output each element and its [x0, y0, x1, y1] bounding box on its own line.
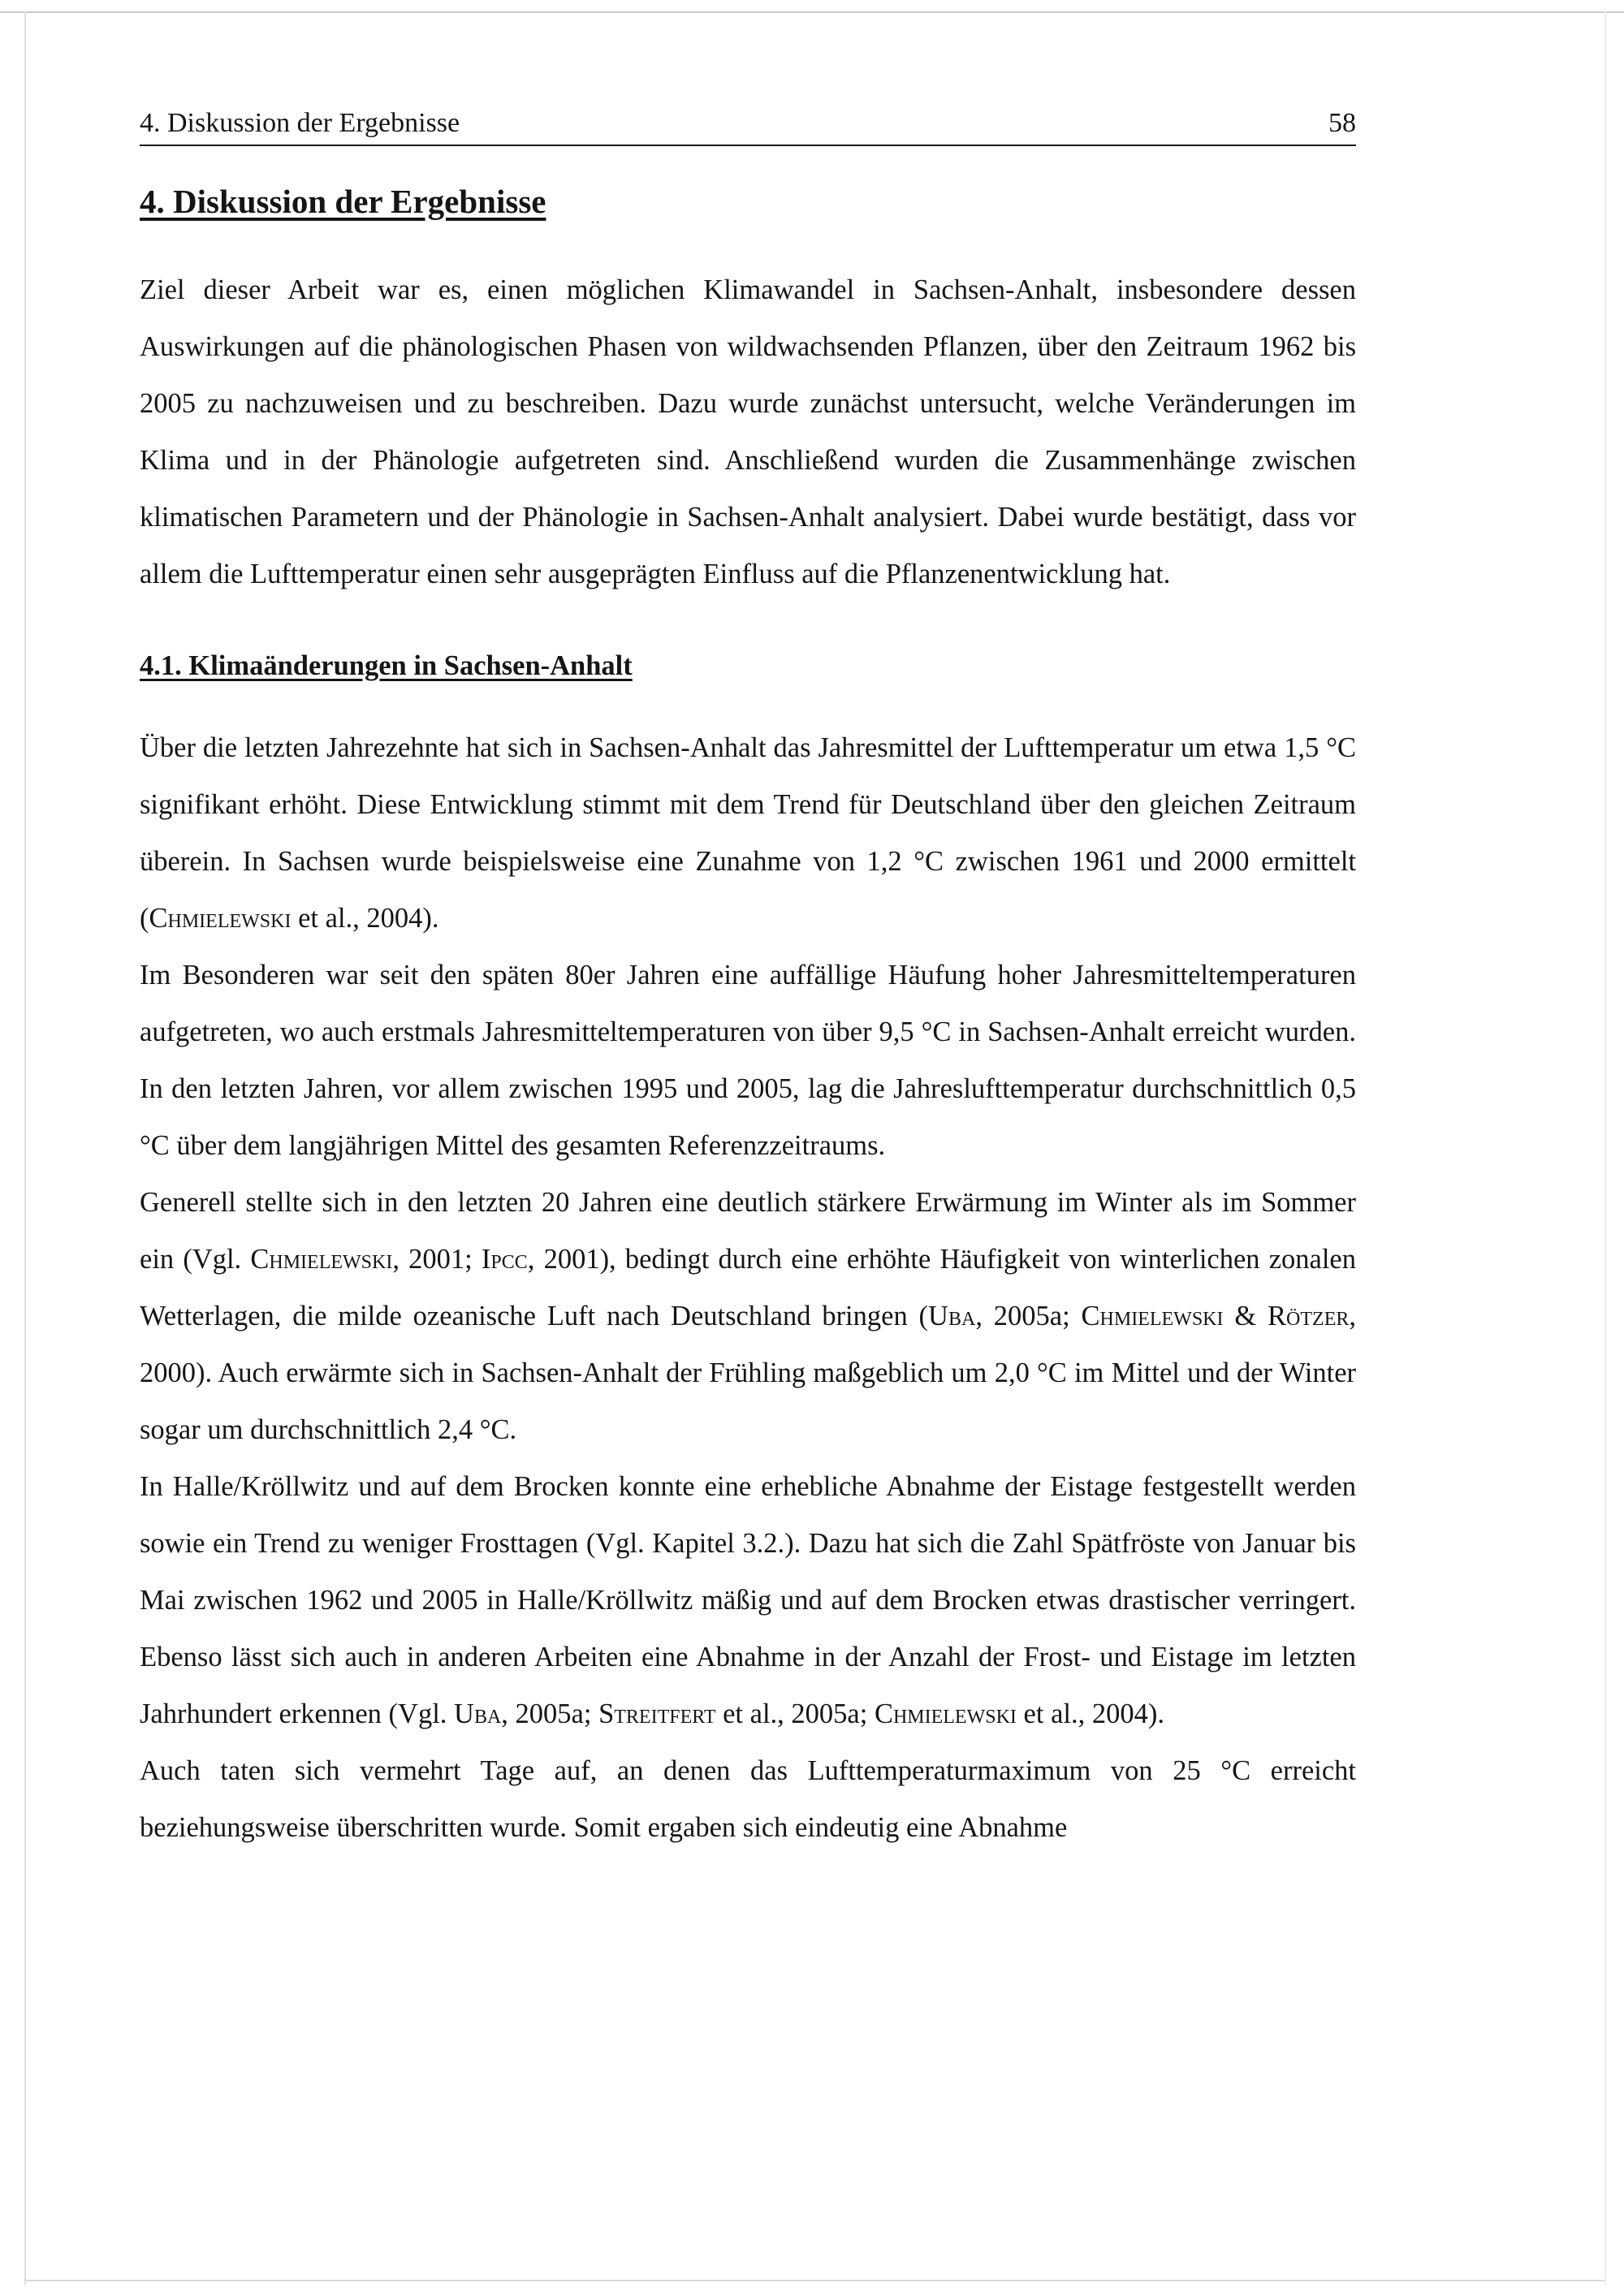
section-title: 4.1. Klimaänderungen in Sachsen-Anhalt: [140, 650, 633, 681]
scan-edge-top: [0, 11, 1624, 13]
paragraph-1: [140, 719, 1356, 947]
running-title: 4. Diskussion der Ergebnisse: [140, 108, 460, 138]
paragraph-1-text: Über die letzten Jahrezehnte hat sich in Sachsen-Anhalt das Jahresmittel der Lufttemperatur um etwa 1,5 °C signifikant erhöht. Diese Entwicklung stimmt mit dem Trend für Deutschland über den gleichen Zeitraum überein. In Sachsen wurde beispielsweise eine Zunahme von 1,2 °C zwischen 1961 und 2000 ermittelt (: [140, 732, 1356, 934]
page-number: 58: [1328, 108, 1356, 138]
text-run: , 2001), bedingt durch eine erhöhte Häufigkeit von winterlichen zonalen Wetterlagen, die milde ozeanische Luft nach Deutschland bringen (: [140, 1244, 1356, 1331]
paragraph-5: Auch taten sich vermehrt Tage auf, an denen das Lufttemperaturmaximum von 25 °C erreicht beziehungsweise überschritten wurde. Somit ergaben sich eindeutig eine Abnahme: [140, 1755, 1356, 1843]
text-run: In Halle/Kröllwitz und auf dem Brocken konnte eine erhebliche Abnahme der Eistage festgestellt werden sowie ein Trend zu weniger Frosttagen (Vgl. Kapitel 3.2.). Dazu hat sich die Zahl Spätfröste von Januar bis Mai zwischen 1962 und 2005 in Halle/Kröllwitz mäßig und auf dem Brocken etwas drastischer verringert. Ebenso lässt sich auch in anderen Arbeiten eine Abnahme in der Anzahl der Frost- und Eistage im letzten Jahrhundert erkennen (Vgl.: [140, 1471, 1356, 1729]
chapter-title: 4. Diskussion der Ergebnisse: [140, 183, 546, 220]
scan-edge-bottom: [24, 2280, 1605, 2281]
scan-edge-left: [24, 11, 26, 2285]
intro-paragraph: Ziel dieser Arbeit war es, einen möglichen Klimawandel in Sachsen-Anhalt, insbesondere dessen Auswirkungen auf die phänologischen Phasen von wildwachsenden Pflanzen, über den Zeitraum 1962 bis 2005 zu nachzuweisen und zu beschreiben. Dazu wurde zunächst untersucht, welche Veränderungen im Klima und in der Phänologie aufgetreten sind. Anschließend wurden die Zusammenhänge zwischen klimatischen Parametern und der Phänologie in Sachsen-Anhalt analysiert. Dabei wurde bestätigt, dass vor allem die Lufttemperatur einen sehr ausgeprägten Einfluss auf die Pflanzenentwicklung hat.: [140, 274, 1356, 589]
paragraph-2: Im Besonderen war seit den späten 80er Jahren eine auffällige Häufung hoher Jahresmitteltemperaturen aufgetreten, wo auch erstmals Jahresmitteltemperaturen von über 9,5 °C in Sachsen-Anhalt erreicht wurden. In den letzten Jahren, vor allem zwischen 1995 und 2005, lag die Jahreslufttemperatur durchschnittlich 0,5 °C über dem langjährigen Mittel des gesamten Referenzzeitraums.: [140, 960, 1356, 1161]
paragraph-3: [140, 1174, 1356, 1458]
document-page: [140, 106, 1356, 1856]
citation-author: Chmielewski: [1081, 1301, 1224, 1331]
text-run: , 2001;: [392, 1244, 482, 1275]
running-header: [140, 106, 1356, 146]
text-run: , 2005a;: [975, 1301, 1082, 1331]
text-run: et al., 2004).: [1016, 1698, 1164, 1729]
text-run: &: [1223, 1301, 1268, 1331]
citation-author: Uba: [454, 1698, 502, 1729]
citation-author: Ipcc: [481, 1244, 528, 1275]
paragraph-1-tail: et al., 2004).: [291, 903, 439, 934]
paragraph-4: [140, 1458, 1356, 1742]
text-run: Generell stellte sich in den letzten 20 Jahren eine deutlich stärkere Erwärmung im Winter als im Sommer ein (Vgl.: [140, 1187, 1356, 1275]
citation-author: Rötzer: [1268, 1301, 1350, 1331]
scan-edge-right: [1605, 11, 1606, 2285]
text-run: et al., 2005a;: [715, 1698, 875, 1729]
citation-author: Chmielewski: [149, 903, 292, 934]
text-run: , 2005a;: [501, 1698, 599, 1729]
citation-author: Streitfert: [598, 1698, 716, 1729]
citation-author: Chmielewski: [874, 1698, 1017, 1729]
text-run: , 2000). Auch erwärmte sich in Sachsen-Anhalt der Frühling maßgeblich um 2,0 °C im Mittel und der Winter sogar um durchschnittlich 2,4 °C.: [140, 1301, 1357, 1445]
citation-author: Uba: [928, 1301, 976, 1331]
citation-author: Chmielewski: [250, 1244, 393, 1275]
